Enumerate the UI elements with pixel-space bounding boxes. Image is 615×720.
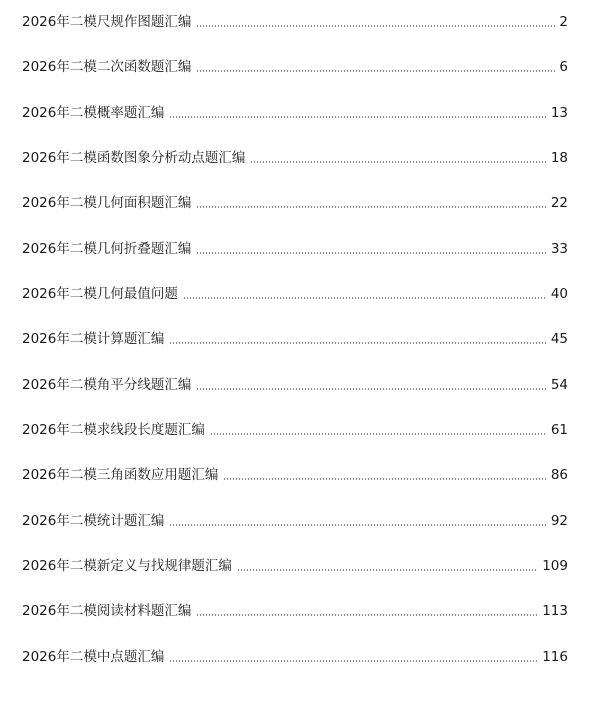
toc-entry-page: 92 [550,513,568,529]
toc-entry-title: 2026年二模尺规作图题汇编 [22,14,192,30]
toc-entry-page: 6 [559,59,568,75]
toc-entry[interactable] [22,419,568,441]
dot-leader [223,478,546,480]
toc-entry-page: 54 [550,377,568,393]
dot-leader [237,569,538,571]
toc-entry-title: 2026年二模计算题汇编 [22,331,165,347]
toc-entry-page: 86 [550,467,568,483]
toc-entry[interactable] [22,646,568,668]
toc-entry-page: 2 [559,14,568,30]
dot-leader [196,25,555,27]
toc-entry-title: 2026年二模几何折叠题汇编 [22,241,192,257]
toc-entry-page: 45 [550,331,568,347]
toc-entry[interactable] [22,238,568,260]
toc-entry[interactable] [22,283,568,305]
dot-leader [169,116,546,118]
toc-entry-page: 113 [542,603,568,619]
toc-entry[interactable] [22,374,568,396]
dot-leader [250,161,546,163]
toc-entry-title: 2026年二模新定义与找规律题汇编 [22,558,232,574]
toc-entry-title: 2026年二模阅读材料题汇编 [22,603,192,619]
toc-entry[interactable] [22,555,568,577]
dot-leader [196,252,546,254]
toc-entry[interactable] [22,147,568,169]
toc-entry[interactable] [22,102,568,124]
toc-entry[interactable] [22,192,568,214]
toc-entry-title: 2026年二模几何面积题汇编 [22,195,192,211]
toc-entry-title: 2026年二模中点题汇编 [22,649,165,665]
toc-entry[interactable] [22,11,568,33]
toc-entry-title: 2026年二模统计题汇编 [22,513,165,529]
toc-entry-title: 2026年二模角平分线题汇编 [22,377,192,393]
toc-entry-title: 2026年二模二次函数题汇编 [22,59,192,75]
toc-entry-page: 33 [550,241,568,257]
toc-entry[interactable] [22,510,568,532]
toc-entry-page: 18 [550,150,568,166]
toc-entry[interactable] [22,600,568,622]
toc-entry[interactable] [22,328,568,350]
dot-leader [169,342,546,344]
toc-entry-page: 109 [542,558,568,574]
dot-leader [183,297,547,299]
toc-entry-title: 2026年二模函数图象分析动点题汇编 [22,150,246,166]
dot-leader [169,660,538,662]
toc-entry[interactable] [22,56,568,78]
dot-leader [196,614,538,616]
dot-leader [196,388,546,390]
toc-entry-title: 2026年二模几何最值问题 [22,286,178,302]
toc-entry-page: 116 [542,649,568,665]
toc-entry-page: 61 [550,422,568,438]
toc-entry-title: 2026年二模求线段长度题汇编 [22,422,205,438]
toc-entry[interactable] [22,464,568,486]
toc-entry-title: 2026年二模三角函数应用题汇编 [22,467,219,483]
dot-leader [196,206,546,208]
toc-entry-page: 40 [550,286,568,302]
dot-leader [210,433,547,435]
toc-entry-page: 22 [550,195,568,211]
toc-entry-title: 2026年二模概率题汇编 [22,105,165,121]
toc-entry-page: 13 [550,105,568,121]
dot-leader [169,524,546,526]
dot-leader [196,70,555,72]
